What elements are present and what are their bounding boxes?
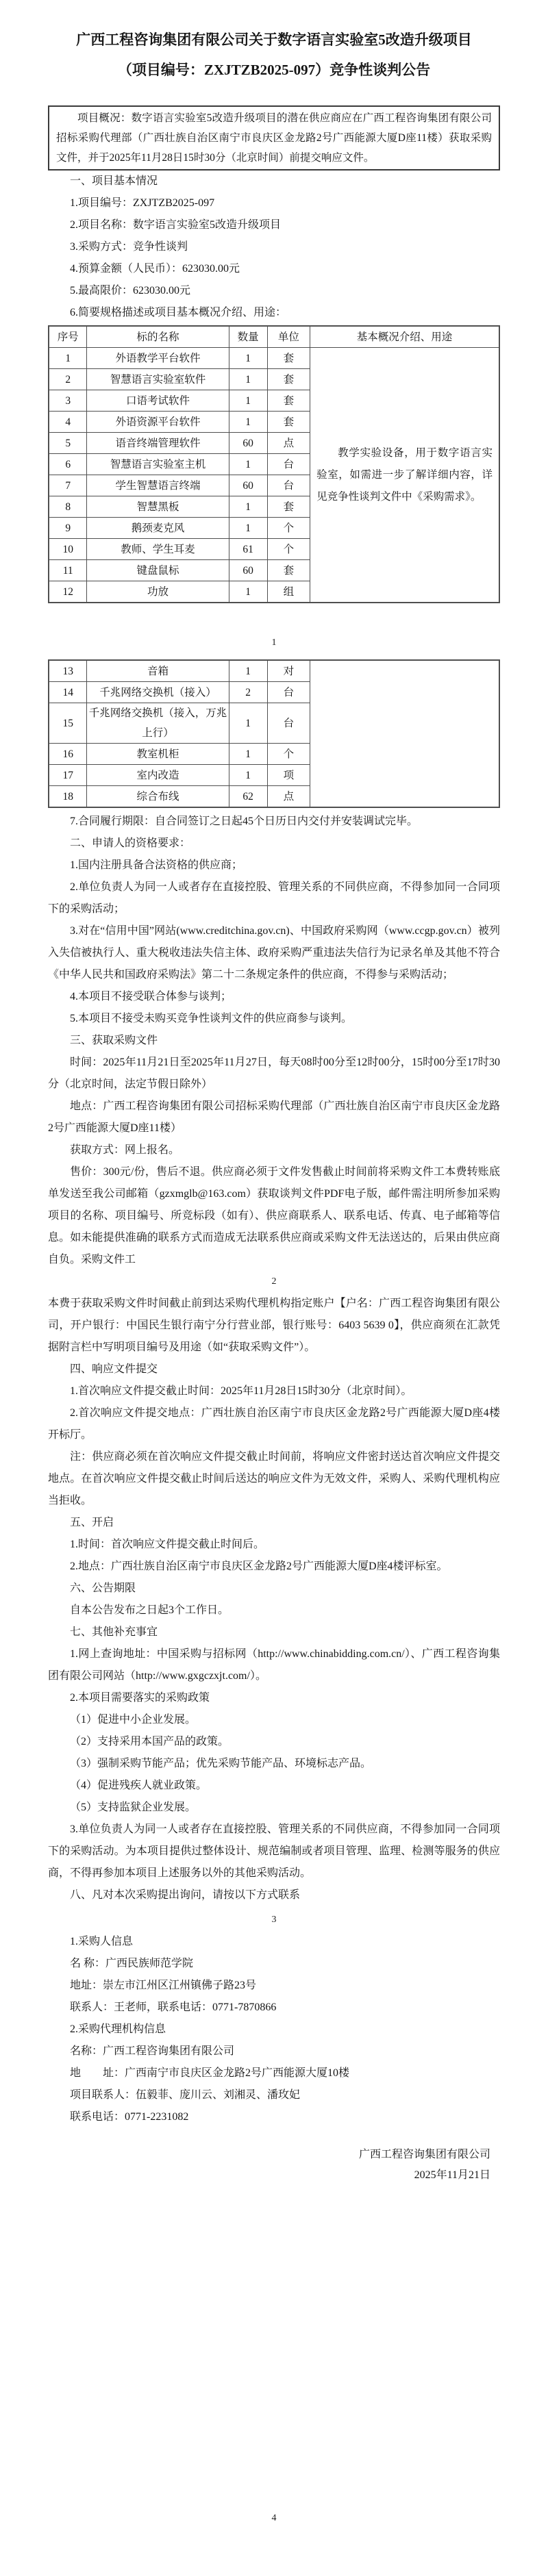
table-cell: 2 (49, 369, 87, 390)
table-cell: 60 (229, 560, 267, 581)
table-cell: 62 (229, 786, 267, 808)
table-cell: 套 (267, 390, 310, 412)
table-cell: 个 (267, 744, 310, 765)
page-number-1: 1 (271, 637, 277, 648)
table-header-cell: 序号 (49, 326, 87, 348)
paragraph: 名称：广西工程咨询集团有限公司 (70, 2045, 235, 2057)
table-cell: 61 (229, 539, 267, 560)
table-cell: 1 (229, 390, 267, 412)
table-cell: 智慧黑板 (87, 496, 229, 518)
paragraph: 4.预算金额（人民币）：623030.00元 (70, 263, 240, 275)
table-cell: 功放 (87, 581, 229, 603)
paragraph: 名 称：广西民族师范学院 (70, 1958, 194, 1969)
paragraph: 1.国内注册具备合法资格的供应商； (70, 859, 243, 871)
table-cell: 8 (49, 496, 87, 518)
table-row (49, 348, 499, 369)
paragraph: 地 址：广西南宁市良庆区金龙路2号广西能源大厦10楼 (70, 2067, 350, 2079)
page-number-4: 4 (271, 2513, 277, 2523)
table-cell: 13 (49, 660, 87, 682)
table-cell: 1 (229, 581, 267, 603)
table-cell: 套 (267, 560, 310, 581)
table-cell: 1 (229, 348, 267, 369)
paragraph: 地址：崇左市江州区江州镇佛子路23号 (70, 1980, 257, 1991)
paragraph: 6.简要规格描述或项目基本概况介绍、用途： (70, 307, 287, 318)
table-cell: 18 (49, 786, 87, 808)
table-cell: 台 (267, 475, 310, 496)
table-cell: 个 (267, 539, 310, 560)
table-cell: 1 (229, 518, 267, 539)
section-heading: 二、申请人的资格要求： (70, 837, 191, 849)
paragraph: 联系电话：0771-2231082 (70, 2111, 189, 2123)
table-cell: 外语教学平台软件 (87, 348, 229, 369)
section-heading: 六、公告期限 (70, 1582, 136, 1594)
table-cell: 台 (267, 682, 310, 703)
paragraph: （4）促进残疾人就业政策。 (70, 1780, 208, 1791)
table-cell: 台 (267, 703, 310, 744)
table-cell: 1 (229, 496, 267, 518)
table-cell: 10 (49, 539, 87, 560)
paragraph: 获取方式：网上报名。 (70, 1144, 180, 1156)
table-cell: 4 (49, 412, 87, 433)
table-header-cell: 单位 (267, 326, 310, 348)
table-cell: 1 (229, 369, 267, 390)
table-cell: 1 (229, 765, 267, 786)
table-cell: 1 (229, 412, 267, 433)
section-heading: 七、其他补充事宜 (70, 1626, 158, 1638)
table-cell: 千兆网络交换机（接入，万兆上行） (87, 703, 229, 744)
signature-organization: 广西工程咨询集团有限公司 (358, 2149, 490, 2160)
paragraph: （5）支持监狱企业发展。 (70, 1802, 197, 1813)
table-cell: 智慧语言实验室主机 (87, 454, 229, 475)
table-cell: 个 (267, 518, 310, 539)
table-cell: 套 (267, 412, 310, 433)
paragraph: 2.本项目需要落实的采购政策 (70, 1692, 210, 1704)
paragraph: 2.地点：广西壮族自治区南宁市良庆区金龙路2号广西能源大厦D座4楼评标室。 (70, 1561, 448, 1572)
table-cell: 台 (267, 454, 310, 475)
paragraph: 自本公告发布之日起3个工作日。 (70, 1604, 229, 1616)
table-cell: 教师、学生耳麦 (87, 539, 229, 560)
table-cell: 点 (267, 433, 310, 454)
table-cell: 键盘鼠标 (87, 560, 229, 581)
signature-block (48, 2145, 500, 2186)
table-cell: 6 (49, 454, 87, 475)
table-cell: 15 (49, 703, 87, 744)
table-cell: 3 (49, 390, 87, 412)
section-heading: 一、项目基本情况 (70, 175, 158, 187)
table-cell: 项 (267, 765, 310, 786)
items-table-part1 (48, 325, 500, 603)
paragraph: 1.首次响应文件提交截止时间：2025年11月28日15时30分（北京时间）。 (70, 1385, 412, 1397)
signature-date: 2025年11月21日 (414, 2169, 490, 2181)
table-cell: 1 (229, 744, 267, 765)
table-cell: 口语考试软件 (87, 390, 229, 412)
paragraph: 售价：300元/份，售后不退。供应商必须于文件发售截止时间前将采购文件工本费转账底单发送至我公司邮箱（gzxmglb@163.com）获取谈判文件PDF电子版，邮件需注明所参加采购项目的名称、项目编号、所竞标段（如有）、供应商联系人、联系电话、传真、电子邮箱等信息。如未能提供准确的联系方式而造成无法联系供应商或采购文件无法送达的，后果由供应商自负。采购文件工 (48, 1166, 500, 1265)
table-cell: 9 (49, 518, 87, 539)
paragraph: 1.网上查询地址：中国采购与招标网（http://www.chinabidding.com.cn/）、广西工程咨询集团有限公司网站（http://www.gxgczxjt.com/）。 (48, 1648, 500, 1682)
table-cell: 教室机柜 (87, 744, 229, 765)
table-cell: 5 (49, 433, 87, 454)
table-cell: 鹅颈麦克风 (87, 518, 229, 539)
paragraph: 1.项目编号：ZXJTZB2025-097 (70, 197, 215, 209)
paragraph: 5.最高限价：623030.00元 (70, 285, 191, 296)
paragraph: 项目联系人：伍毅菲、庞川云、刘湘灵、潘玫妃 (70, 2089, 301, 2101)
table-cell: 千兆网络交换机（接入） (87, 682, 229, 703)
page-number-3: 3 (271, 1915, 277, 1925)
section-heading: 八、凡对本次采购提出询问，请按以下方式联系 (70, 1889, 301, 1901)
table-note-cell (310, 348, 499, 603)
items-table-part2 (48, 659, 500, 808)
section-heading: 四、响应文件提交 (70, 1363, 158, 1375)
page-number-2: 2 (271, 1276, 277, 1287)
table-header-cell: 数量 (229, 326, 267, 348)
table-cell: 组 (267, 581, 310, 603)
paragraph: 3.单位负责人为同一人或者存在直接控股、管理关系的不同供应商，不得参加同一合同项下的采购活动。为本项目提供过整体设计、规范编制或者项目管理、监理、检测等服务的供应商，不得再参加本项目上述服务以外的其他采购活动。 (48, 1823, 500, 1879)
table-cell: 1 (49, 348, 87, 369)
table-note-text: 教学实验设备，用于数字语言实验室，如需进一步了解详细内容，详见竞争性谈判文件中《采购需求》。 (316, 446, 493, 503)
paragraph: 注：供应商必须在首次响应文件提交截止时间前，将响应文件密封送达首次响应文件提交地点。在首次响应文件提交截止时间后送达的响应文件为无效文件，采购人、采购代理机构应当拒收。 (48, 1451, 500, 1506)
table-note-cell-empty (310, 660, 499, 807)
table-cell: 对 (267, 660, 310, 682)
table-cell: 外语资源平台软件 (87, 412, 229, 433)
spacer (48, 603, 500, 632)
document-title-line1: 广西工程咨询集团有限公司关于数字语言实验室5改造升级项目 (76, 31, 472, 48)
project-overview-box: 项目概况：数字语言实验室5改造升级项目的潜在供应商应在广西工程咨询集团有限公司招标采购代理部（广西壮族自治区南宁市良庆区金龙路2号广西能源大厦D座11楼）获取采购文件，并于2025年11月28日15时30分（北京时间）前提交响应文件。 (48, 105, 500, 171)
table-cell: 60 (229, 475, 267, 496)
section-heading: 五、开启 (70, 1517, 114, 1528)
paragraph: 3.采购方式：竞争性谈判 (70, 241, 188, 253)
table-header-cell: 基本概况介绍、用途 (310, 326, 499, 348)
paragraph: 2.首次响应文件提交地点：广西壮族自治区南宁市良庆区金龙路2号广西能源大厦D座4楼开标厅。 (48, 1407, 500, 1441)
table-cell: 60 (229, 433, 267, 454)
section-contact-info (48, 1931, 500, 2128)
table-cell: 套 (267, 496, 310, 518)
paragraph: 1.采购人信息 (70, 1936, 134, 1947)
table-cell: 室内改造 (87, 765, 229, 786)
paragraph: 时间：2025年11月21日至2025年11月27日，每天08时00分至12时00分，15时00分至17时30分（北京时间，法定节假日除外） (48, 1057, 500, 1090)
table-cell: 2 (229, 682, 267, 703)
table-cell: 语音终端管理软件 (87, 433, 229, 454)
table-cell: 17 (49, 765, 87, 786)
table-cell: 1 (229, 454, 267, 475)
paragraph: 4.本项目不接受联合体参与谈判； (70, 991, 232, 1002)
section-qualifications-and-documents (48, 811, 500, 1271)
table-cell: 套 (267, 348, 310, 369)
table-cell: 智慧语言实验室软件 (87, 369, 229, 390)
spacer (48, 2186, 500, 2508)
table-cell: 音箱 (87, 660, 229, 682)
paragraph: （2）支持采用本国产品的政策。 (70, 1736, 229, 1747)
section-basic-info (48, 171, 500, 324)
table-cell: 12 (49, 581, 87, 603)
paragraph: 本费于获取采购文件时间截止前到达采购代理机构指定账户【户名：广西工程咨询集团有限公司，开户银行：中国民生银行南宁分行营业部，银行账号：6403 5639 0】，供应商须在汇款凭据附言栏中写明项目编号及用途（如“获取采购文件”）。 (48, 1298, 500, 1353)
table-row (49, 660, 499, 682)
table-cell: 1 (229, 660, 267, 682)
table-cell: 点 (267, 786, 310, 808)
table-cell: 综合布线 (87, 786, 229, 808)
paragraph: 7.合同履行期限：自合同签订之日起45个日历日内交付并安装调试完毕。 (70, 816, 419, 827)
paragraph: 联系人：王老师，联系电话：0771-7870866 (70, 2002, 277, 2013)
table-cell: 套 (267, 369, 310, 390)
spacer (48, 654, 500, 658)
table-cell: 1 (229, 703, 267, 744)
table-header-cell: 标的名称 (87, 326, 229, 348)
paragraph: 5.本项目不接受未购买竞争性谈判文件的供应商参与谈判。 (70, 1013, 353, 1024)
paragraph: （1）促进中小企业发展。 (70, 1714, 197, 1726)
paragraph: 地点：广西工程咨询集团有限公司招标采购代理部（广西壮族自治区南宁市良庆区金龙路2号广西能源大厦D座11楼） (48, 1100, 500, 1134)
paragraph: 1.时间：首次响应文件提交截止时间后。 (70, 1539, 265, 1550)
section-heading: 三、获取采购文件 (70, 1035, 158, 1046)
paragraph: 2.采购代理机构信息 (70, 2023, 166, 2035)
table-cell: 11 (49, 560, 87, 581)
section-submission-and-policies (48, 1293, 500, 1906)
table-cell: 7 (49, 475, 87, 496)
table-cell: 16 (49, 744, 87, 765)
paragraph: 3.对在“信用中国”网站(www.creditchina.gov.cn)、中国政府采购网（www.ccgp.gov.cn）被列入失信被执行人、重大税收违法失信主体、政府采购严重违法失信行为记录名单及其他不符合《中华人民共和国政府采购法》第二十二条规定条件的供应商，不得参与采购活动； (48, 925, 500, 981)
paragraph: （3）强制采购节能产品；优先采购节能产品、环境标志产品。 (70, 1758, 372, 1769)
document-title-line2: （项目编号：ZXJTZB2025-097）竞争性谈判公告 (117, 62, 431, 78)
table-cell: 学生智慧语言终端 (87, 475, 229, 496)
table-header-row (49, 326, 499, 348)
paragraph: 2.单位负责人为同一人或者存在直接控股、管理关系的不同供应商，不得参加同一合同项下的采购活动； (48, 881, 500, 915)
table-cell: 14 (49, 682, 87, 703)
paragraph: 2.项目名称：数字语言实验室5改造升级项目 (70, 219, 282, 231)
